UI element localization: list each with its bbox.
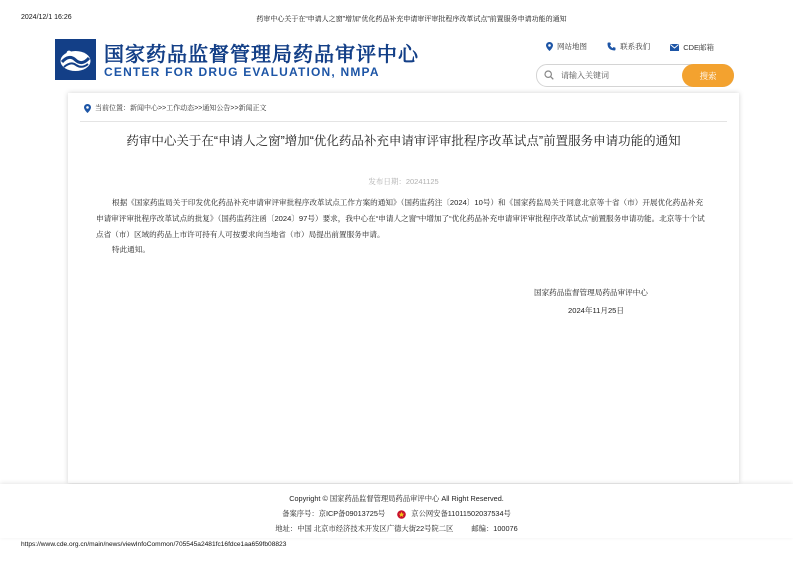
search-icon	[544, 70, 554, 80]
footer-address	[0, 524, 793, 534]
breadcrumb-separator: >>	[158, 104, 167, 112]
footer-copyright: Copyright © 国家药品监督管理局药品审评中心 All Right Reserved.	[289, 494, 504, 503]
breadcrumb-separator: >>	[194, 104, 203, 112]
print-header	[0, 12, 793, 26]
breadcrumb-work-updates[interactable]: 工作动态	[166, 105, 195, 112]
article-paragraph: 根据《国家药监局关于印发优化药品补充申请审评审批程序改革试点工作方案的通知》（国药监药注〔2024〕10号）和《国家药监局关于同意北京等十省（市）开展优化药品补充申请审评审批程序改革试点的批复》（国药监药注函〔2024〕97号）要求，我中心在“申请人之窗”中增加了“优化药品补充申请审评审批程序改革试点”前置服务申请功能。北京等十个试点省（市）区域的药品上市许可持有人可按要求向当地省（市）局提出前置服务申请。	[96, 198, 705, 239]
print-page-title: 药审中心关于在“申请人之窗”增加“优化药品补充申请审评审批程序改革试点”前置服务申请功能的通知	[256, 16, 567, 23]
map-pin-icon	[546, 42, 553, 51]
article-body	[96, 195, 708, 258]
signature-date: 2024年11月25日	[568, 306, 625, 315]
phone-icon	[607, 42, 616, 51]
location-pin-icon	[84, 104, 91, 113]
top-links	[546, 41, 732, 53]
police-badge-icon	[397, 510, 406, 519]
breadcrumb-separator: >>	[230, 104, 239, 112]
address-text: 地址：中国 北京市经济技术开发区广德大街22号院二区	[275, 524, 454, 533]
site-header	[0, 34, 793, 86]
contact-us-link[interactable]	[607, 41, 650, 52]
police-record-link[interactable]: 京公网安备11011502037534号	[411, 509, 511, 518]
search-box	[536, 64, 734, 87]
signature-organization: 国家药品监督管理局药品审评中心	[534, 288, 648, 297]
article-panel	[68, 93, 739, 483]
site-map-link[interactable]	[546, 41, 587, 52]
cde-mail-link[interactable]	[670, 42, 714, 53]
breadcrumb-current: 新闻正文	[238, 105, 267, 112]
cde-mail-label: CDE邮箱	[683, 43, 715, 52]
site-name-cn[interactable]: 国家药品监督管理局药品审评中心	[104, 44, 419, 66]
breadcrumb-divider	[80, 121, 727, 122]
print-url: https://www.cde.org.cn/main/news/viewInfoCommon/705545a2481fc16fdce1aa659fb08823	[21, 541, 287, 548]
print-datetime: 2024/12/1 16:26	[21, 14, 72, 21]
breadcrumb-notices[interactable]: 通知公告	[202, 105, 231, 112]
postcode-text: 邮编：100076	[471, 524, 518, 533]
cde-logo-icon[interactable]	[55, 39, 96, 80]
breadcrumb-news-center[interactable]: 新闻中心	[130, 105, 158, 112]
article-title: 药审中心关于在“申请人之窗”增加“优化药品补充申请审评审批程序改革试点”前置服务申请功能的通知	[126, 134, 681, 148]
publish-date: 发布日期：20241125	[368, 177, 439, 186]
search-input[interactable]	[561, 68, 671, 82]
breadcrumb-prefix: 当前位置：	[95, 105, 130, 112]
icp-link[interactable]: 备案序号：京ICP备09013725号	[282, 509, 386, 518]
mail-icon	[670, 44, 679, 51]
search-button[interactable]: 搜索	[682, 64, 734, 87]
breadcrumb	[84, 103, 267, 113]
site-name-en[interactable]: CENTER FOR DRUG EVALUATION, NMPA	[104, 65, 380, 79]
contact-us-label: 联系我们	[620, 42, 651, 51]
article-paragraph: 特此通知。	[112, 245, 150, 255]
site-footer	[0, 484, 793, 538]
footer-registration	[0, 509, 793, 519]
site-map-label: 网站地图	[557, 42, 587, 51]
